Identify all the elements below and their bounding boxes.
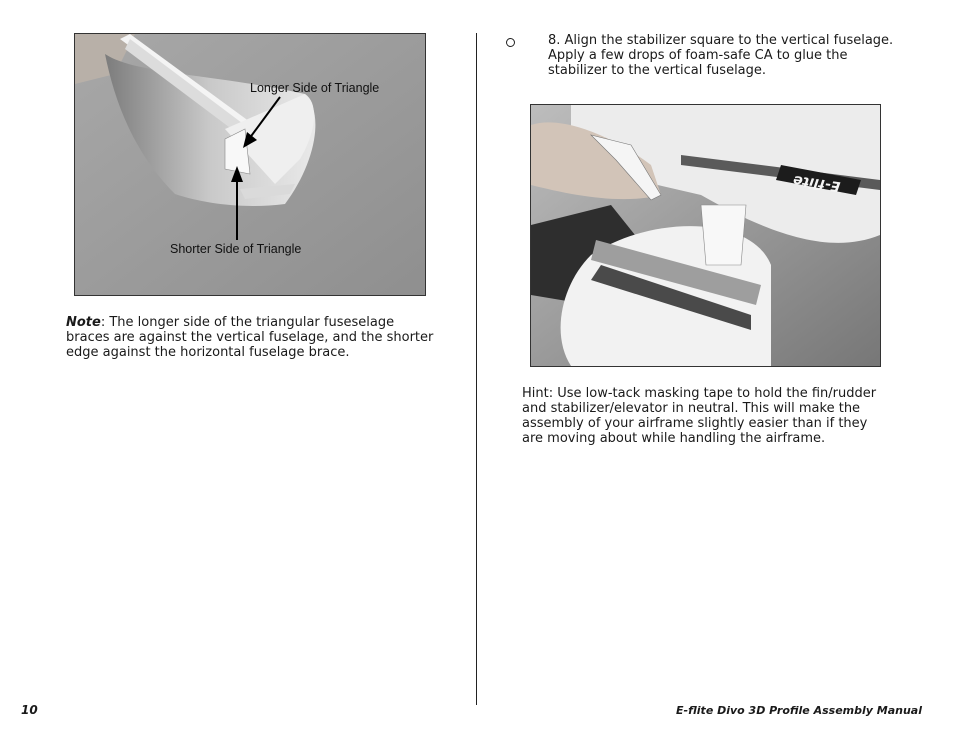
step-8-text: 8. Align the stabilizer square to the vertical fuselage. Apply a few drops of foam-safe CA to glue the stabilizer to the vertical fuselage. (548, 33, 894, 78)
right-photo (530, 104, 881, 367)
note-text: : The longer side of the triangular fuseselage braces are against the vertical fuselage, and the shorter edge against the horizontal fuselage brace. (66, 315, 434, 360)
stabilizer-gluing-photo (531, 105, 880, 366)
callout-shorter-side: Shorter Side of Triangle (170, 242, 302, 256)
arrow-down-icon (229, 164, 245, 242)
manual-title: E-flite Divo 3D Profile Assembly Manual (676, 704, 922, 717)
page-number: 10 (21, 703, 38, 717)
left-photo (74, 33, 426, 296)
eflite-logo: E-flite (792, 171, 842, 195)
callout-longer-side: Longer Side of Triangle (250, 81, 380, 95)
checkbox-circle-icon[interactable] (506, 38, 515, 47)
arrow-up-icon (235, 94, 295, 154)
note-paragraph (66, 315, 436, 360)
column-divider (476, 33, 477, 705)
hint-paragraph: Hint: Use low-tack masking tape to hold the fin/rudder and stabilizer/elevator in neutral. This will make the assembly of your airframe slightly easier than if they are moving about while handling the airframe. (522, 386, 877, 446)
note-label: Note (66, 315, 101, 330)
